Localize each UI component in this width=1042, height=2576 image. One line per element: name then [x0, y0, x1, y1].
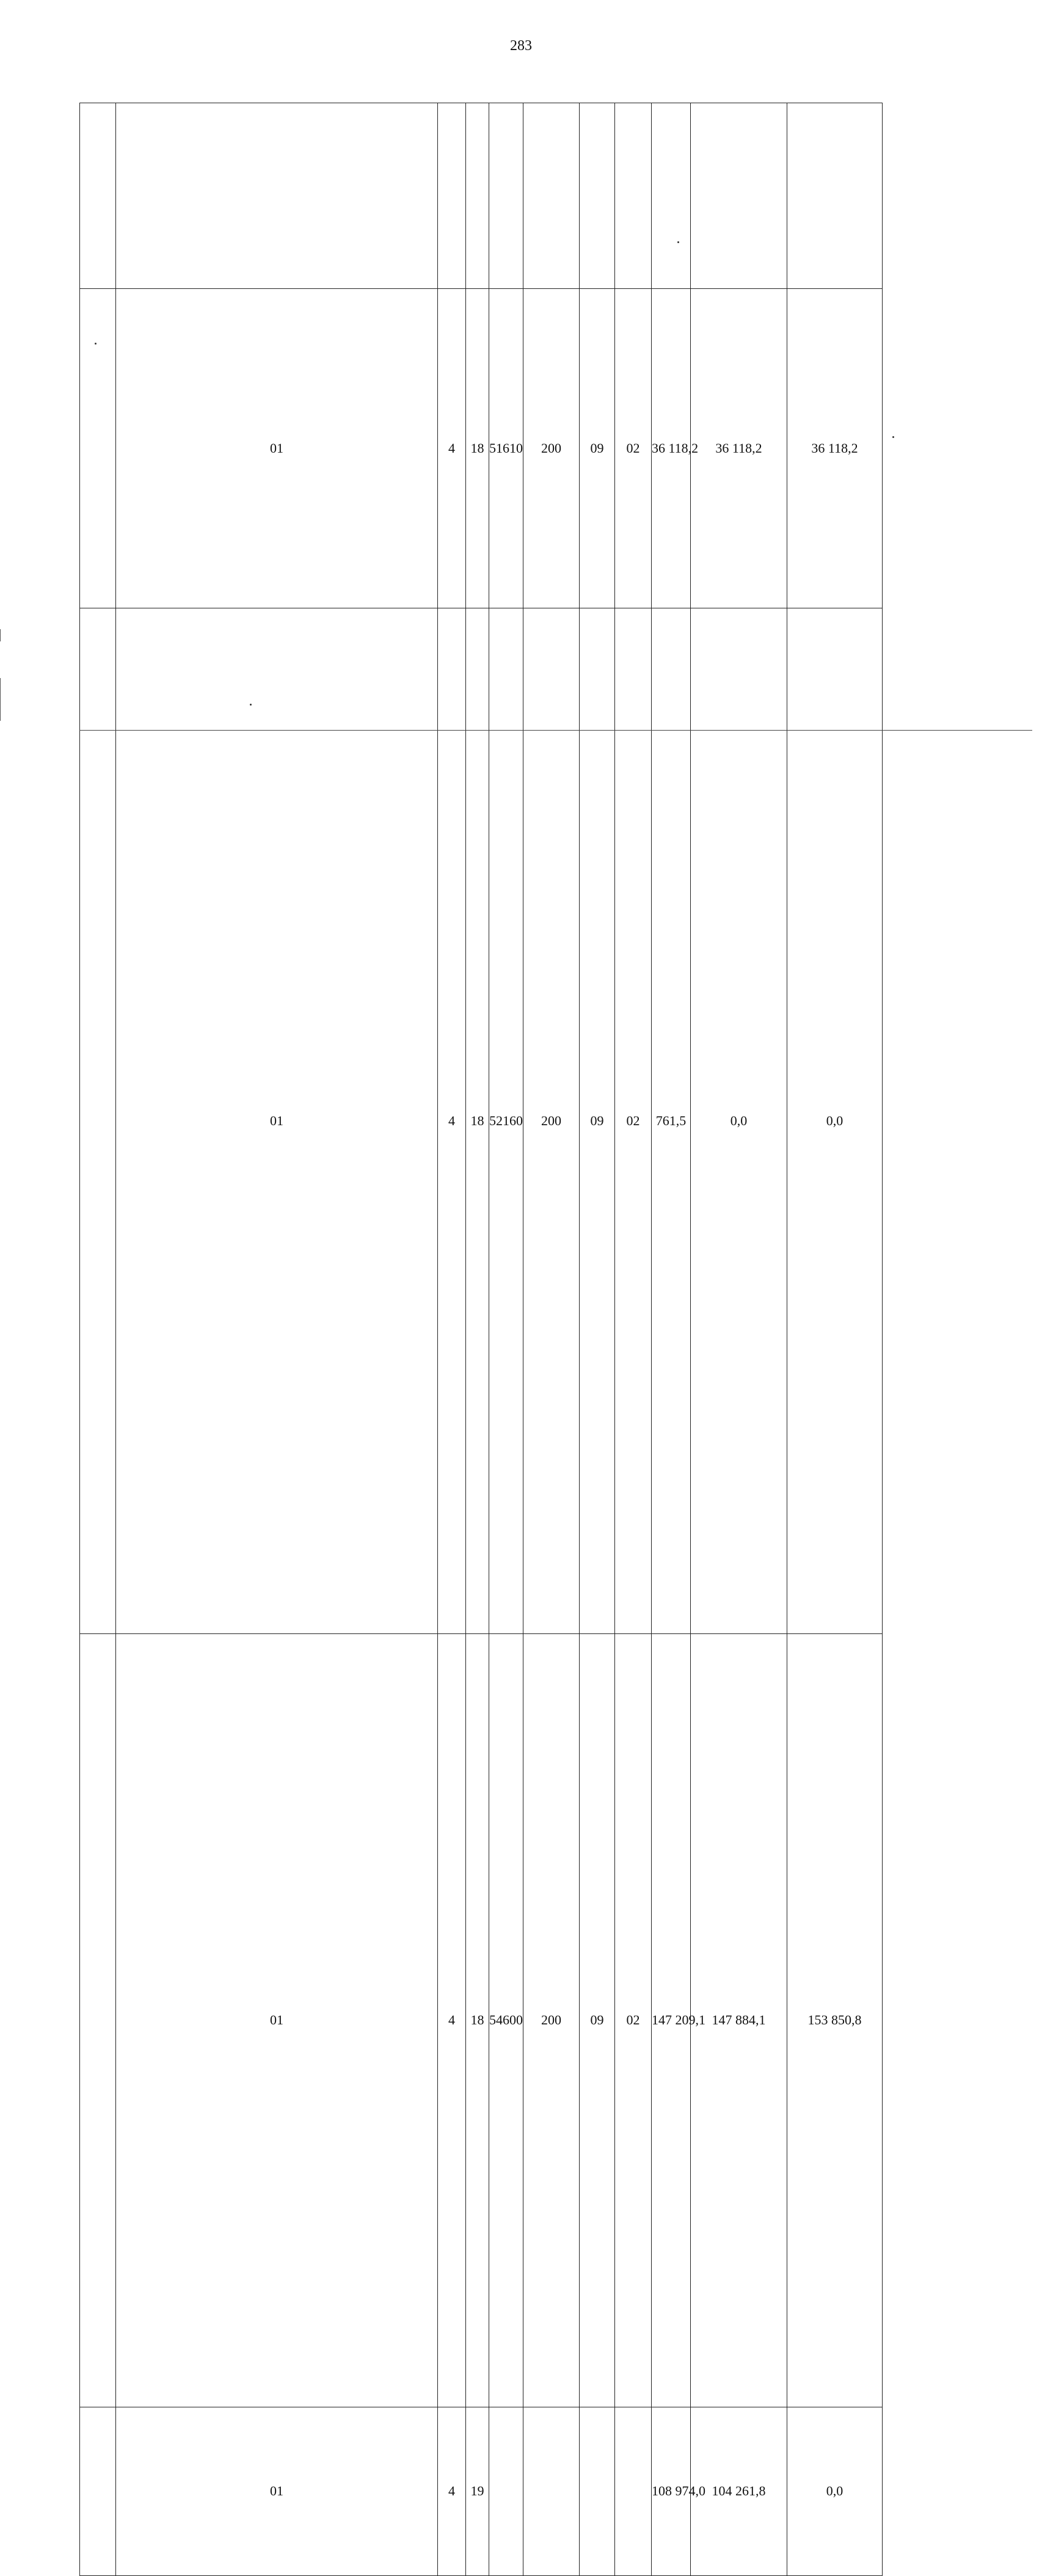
code-cell: 01: [116, 2407, 438, 2575]
code-cell: [466, 103, 489, 289]
code-cell: [580, 103, 615, 289]
code-cell: [489, 103, 523, 289]
amount-cell: 761,5: [652, 608, 691, 1634]
scan-speck: [892, 436, 894, 438]
code-cell: 01: [116, 1633, 438, 2407]
amount-cell: 0,0: [787, 608, 883, 1634]
code-cell: 200: [523, 608, 580, 1634]
code-cell: 18: [466, 1633, 489, 2407]
code-cell: [116, 103, 438, 289]
code-cell: 54600: [489, 1633, 523, 2407]
amount-cell: [652, 103, 691, 289]
table-row: [80, 2407, 985, 2575]
code-cell: 09: [580, 608, 615, 1634]
scan-edge-line: [0, 629, 1, 641]
code-cell: [489, 2407, 523, 2575]
amount-cell: 153 850,8: [787, 1633, 883, 2407]
row-index-cell: [80, 608, 116, 1634]
code-cell: [523, 103, 580, 289]
code-cell: 200: [523, 1633, 580, 2407]
row-index-cell: [80, 103, 116, 289]
code-cell: 19: [466, 2407, 489, 2575]
code-cell: 18: [466, 608, 489, 1634]
amount-cell: 104 261,8: [691, 2407, 787, 2575]
code-cell: 18: [466, 288, 489, 608]
amount-cell: 36 118,2: [787, 288, 883, 608]
table-row: [80, 608, 985, 1634]
code-cell: 52160: [489, 608, 523, 1634]
amount-cell: 147 884,1: [691, 1633, 787, 2407]
page-bottom-rule: [79, 730, 1032, 731]
scan-speck: [250, 704, 252, 706]
code-cell: [615, 103, 652, 289]
code-cell: 09: [580, 288, 615, 608]
code-cell: 4: [438, 2407, 466, 2575]
code-cell: [438, 103, 466, 289]
amount-cell: [691, 103, 787, 289]
code-cell: 4: [438, 1633, 466, 2407]
amount-cell: 0,0: [787, 2407, 883, 2575]
code-cell: 02: [615, 608, 652, 1634]
code-cell: [580, 2407, 615, 2575]
amount-cell: 36 118,2: [691, 288, 787, 608]
amount-cell: 0,0: [691, 608, 787, 1634]
scan-speck: [677, 241, 679, 243]
code-cell: [523, 2407, 580, 2575]
code-cell: 4: [438, 608, 466, 1634]
row-index-cell: [80, 2407, 116, 2575]
code-cell: 02: [615, 1633, 652, 2407]
table-row: [80, 288, 985, 608]
page-number: 283: [510, 38, 532, 54]
code-cell: 4: [438, 288, 466, 608]
code-cell: [615, 2407, 652, 2575]
code-cell: 01: [116, 288, 438, 608]
table-row: [80, 1633, 985, 2407]
table-row: [80, 103, 985, 289]
amount-cell: 147 209,1: [652, 1633, 691, 2407]
scan-edge-line: [0, 678, 1, 721]
scan-speck: [95, 343, 97, 345]
row-index-cell: [80, 288, 116, 608]
code-cell: 09: [580, 1633, 615, 2407]
code-cell: 02: [615, 288, 652, 608]
amount-cell: 108 974,0: [652, 2407, 691, 2575]
code-cell: 01: [116, 608, 438, 1634]
amount-cell: 36 118,2: [652, 288, 691, 608]
code-cell: 51610: [489, 288, 523, 608]
row-index-cell: [80, 1633, 116, 2407]
amount-cell: [787, 103, 883, 289]
budget-table: [79, 103, 985, 2576]
code-cell: 200: [523, 288, 580, 608]
